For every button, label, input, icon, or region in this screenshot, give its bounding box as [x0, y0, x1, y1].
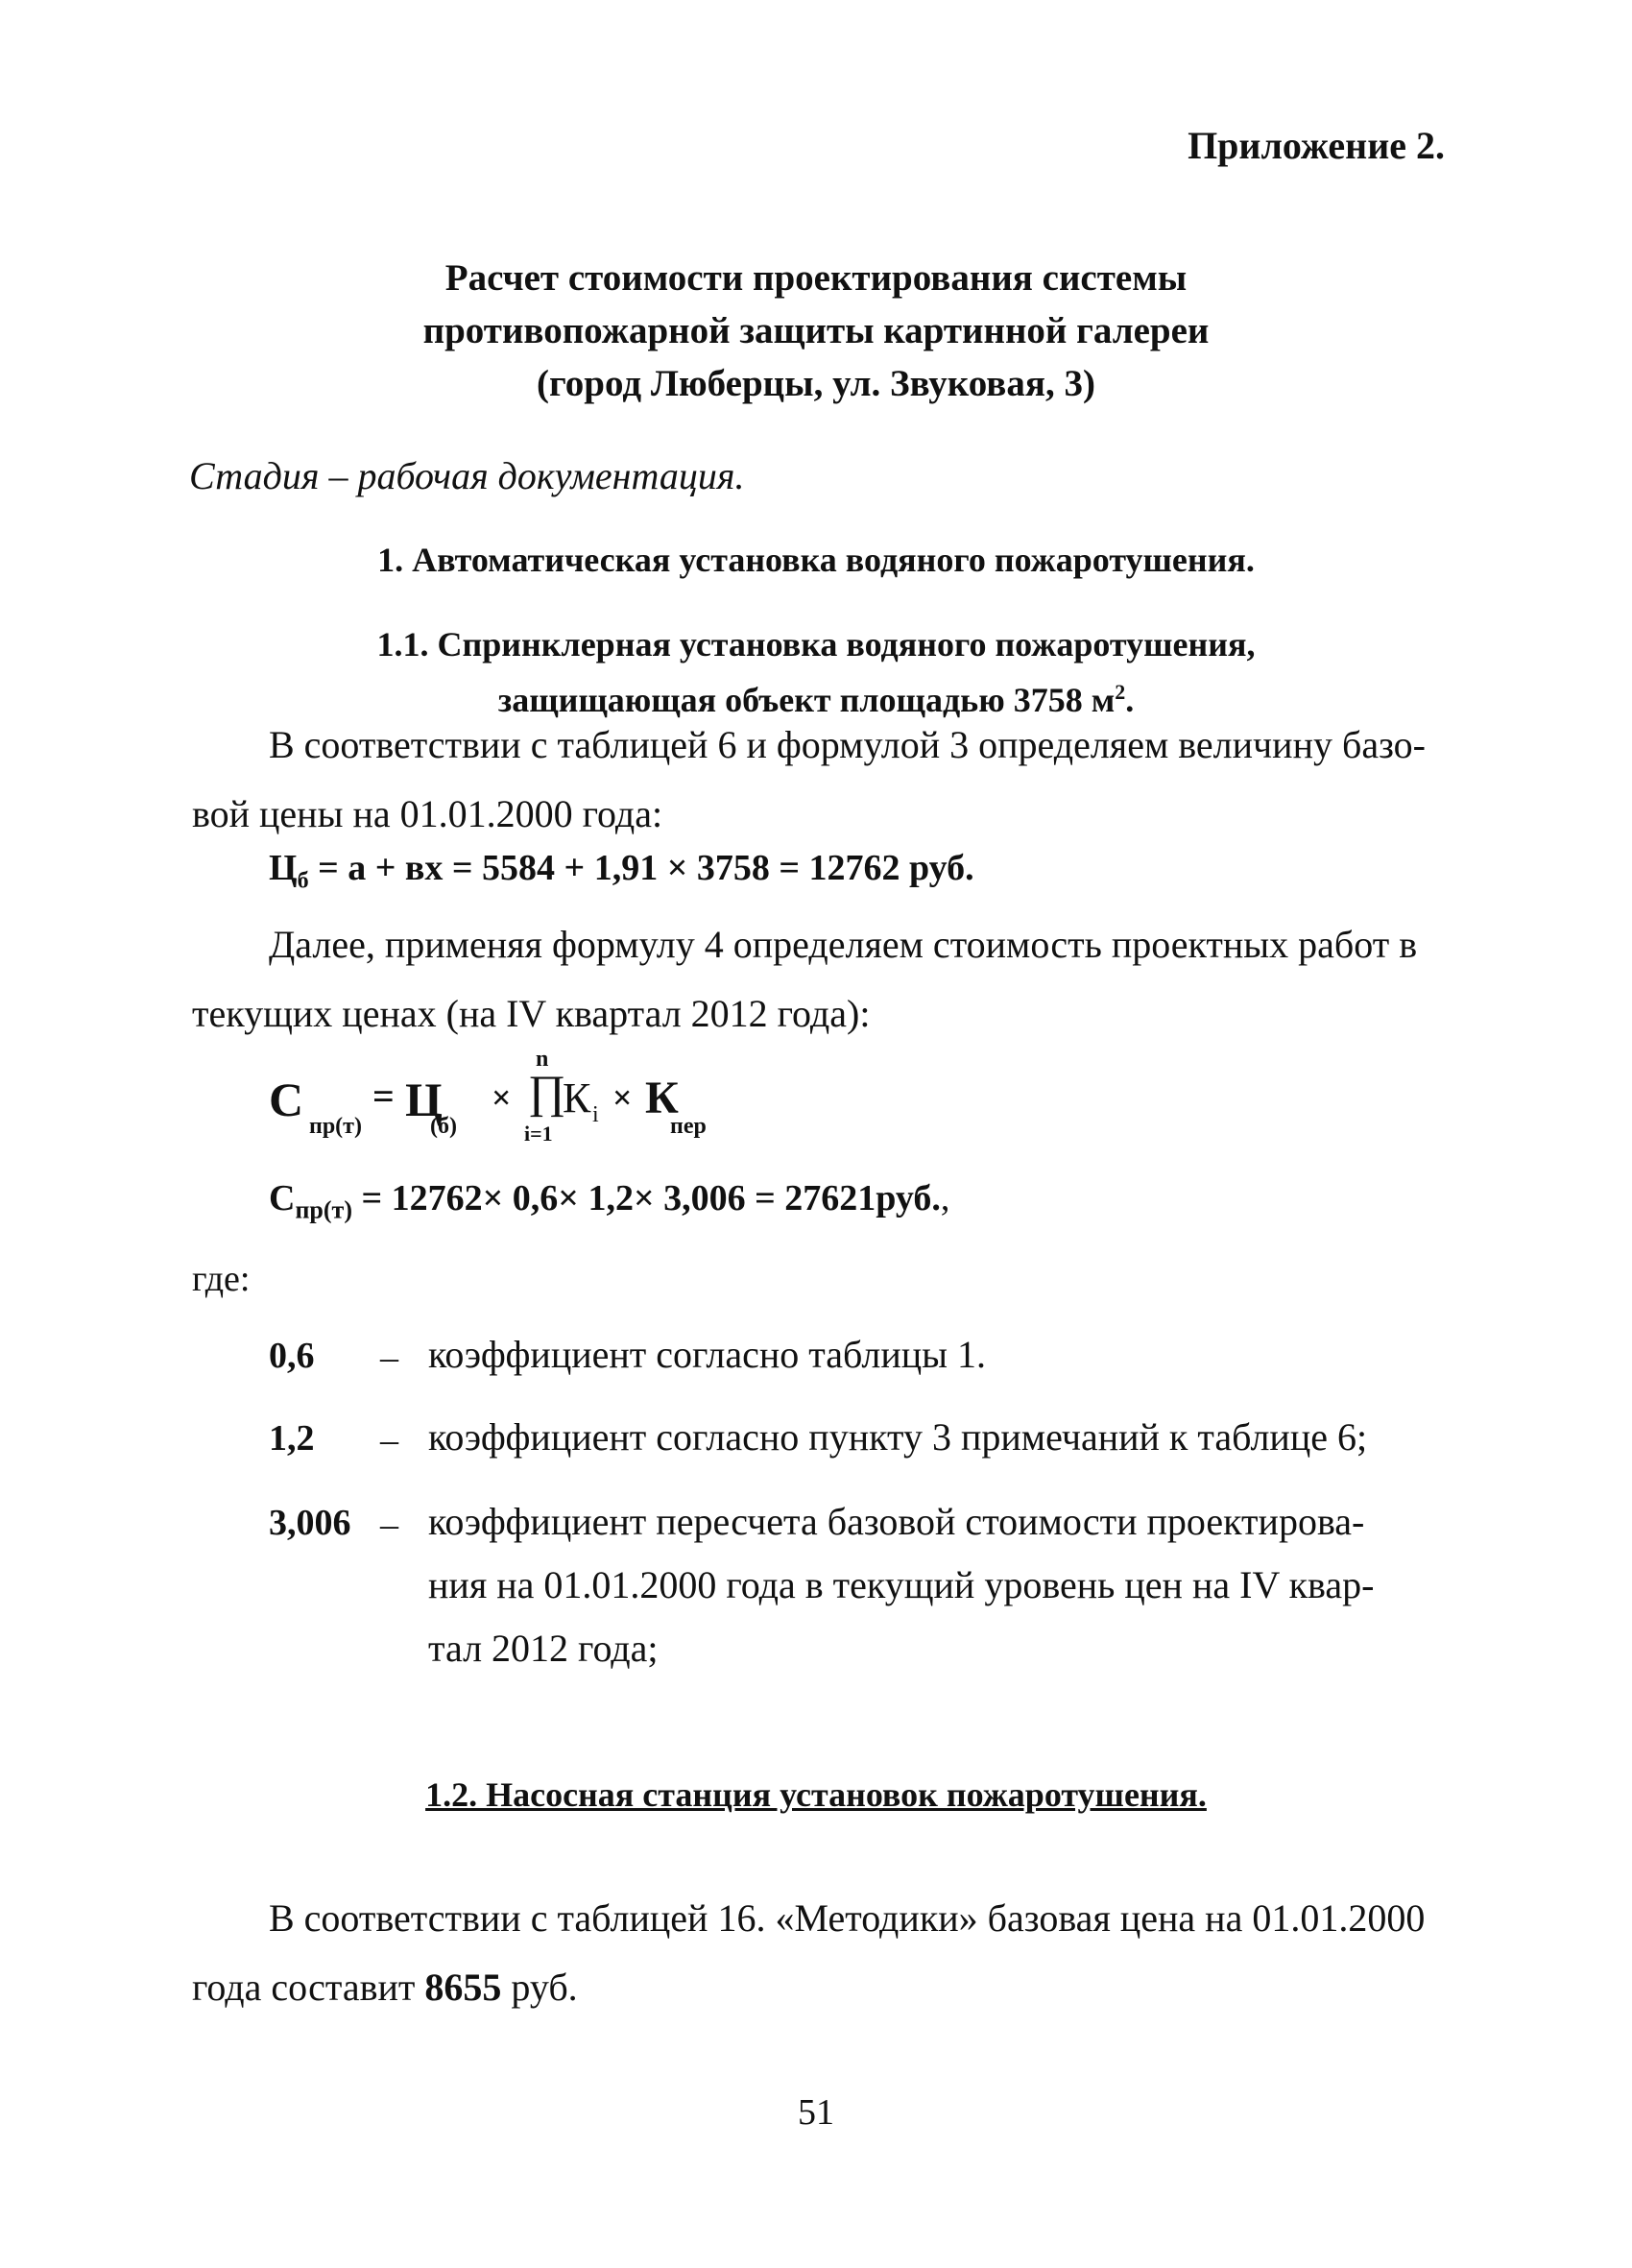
coef-dash: – — [380, 1505, 398, 1545]
coef-description: коэффициент согласно таблицы 1. — [428, 1333, 987, 1376]
calc-c-sub: пр(т) — [295, 1195, 352, 1224]
area-text-end: . — [1125, 681, 1135, 719]
section-1-1-heading — [0, 620, 1632, 724]
cost-calculation — [269, 1177, 949, 1225]
coef-description — [428, 1490, 1374, 1680]
paragraph-base-price-line-1: В соответствии с таблицей 6 и формулой 3 определяем величину базо- — [269, 723, 1426, 766]
document-title — [0, 252, 1632, 410]
formula-ts: Ц — [269, 848, 298, 888]
gf-k-sub: i — [592, 1102, 599, 1127]
formula-ts-sub: б — [297, 868, 309, 894]
coef-1-2 — [269, 1417, 315, 1460]
paragraph-base-price-line-2: вой цены на 01.01.2000 года: — [192, 792, 663, 835]
title-line-3: (город Люберцы, ул. Звуковая, 3) — [537, 363, 1095, 404]
paragraph-current-price-line-2: текущих ценах (на IV квартал 2012 года): — [192, 992, 871, 1035]
gf-c: С — [269, 1073, 304, 1126]
coef-dash: – — [380, 1420, 398, 1460]
paragraph-pump-station-line-2: года составит 8655 руб. — [192, 1966, 578, 2009]
coef-value: 0,6 — [269, 1336, 315, 1376]
paragraph-base-price — [192, 711, 1440, 849]
gf-ts: Ц — [405, 1073, 443, 1126]
page-number: 51 — [798, 2092, 834, 2133]
gf-times-1: × — [492, 1078, 512, 1117]
gf-prod-top: n — [536, 1047, 549, 1072]
gf-k-per-sub: пер — [670, 1114, 707, 1139]
title-line-1: Расчет стоимости проектирования системы — [444, 257, 1188, 299]
coef-description-line: ния на 01.01.2000 года в текущий уровень цен на IV квар- — [428, 1563, 1375, 1606]
calc-comma: , — [940, 1178, 950, 1218]
section-1-heading: 1. Автоматическая установка водяного пожаротушения. — [377, 541, 1255, 579]
gf-k-per: К — [645, 1073, 679, 1123]
stage-note: Стадия – рабочая документация. — [189, 454, 745, 497]
title-line-2: противопожарной защиты картинной галереи — [422, 310, 1210, 351]
area-text: защищающая объект площадью 3758 м — [497, 681, 1116, 719]
pump-station-price: 8655 — [424, 1966, 502, 2009]
area-unit-power: 2 — [1115, 680, 1126, 704]
coef-value: 3,006 — [269, 1503, 351, 1543]
coef-description: коэффициент согласно пункту 3 примечаний к таблице 6; — [428, 1415, 1368, 1459]
calc-c: С — [269, 1178, 296, 1218]
calc-expression: = 12762× 0,6× 1,2× 3,006 = 27621руб. — [351, 1178, 941, 1218]
gf-eq: = — [372, 1074, 395, 1118]
gf-c-sub: пр(т) — [309, 1114, 362, 1139]
coef-dash: – — [380, 1338, 398, 1378]
section-1-2-heading: 1.2. Насосная станция установок пожаротушения. — [425, 1775, 1207, 1814]
paragraph-current-price-line-1: Далее, применяя формулу 4 определяем стоимость проектных работ в — [269, 923, 1418, 966]
gf-prod-bottom: i=1 — [524, 1122, 553, 1146]
appendix-label: Приложение 2. — [1188, 124, 1445, 167]
where-label: где: — [192, 1259, 251, 1299]
base-price-formula — [269, 847, 974, 895]
coef-value: 1,2 — [269, 1418, 315, 1459]
paragraph-current-price — [192, 910, 1440, 1049]
gf-k: К — [563, 1074, 591, 1122]
section-1-1-heading-line-1: 1.1. Спринклерная установка водяного пожаротушения, — [376, 625, 1256, 664]
paragraph-pump-station-line-1: В соответствии с таблицей 16. «Методики» базовая цена на 01.01.2000 — [269, 1896, 1426, 1940]
coef-description-line: тал 2012 года; — [428, 1627, 659, 1670]
general-cost-formula — [269, 1047, 845, 1158]
gf-times-2: × — [612, 1078, 633, 1117]
coef-3-006 — [269, 1502, 351, 1544]
paragraph-pump-station — [192, 1884, 1440, 2022]
formula-expression: = а + вх = 5584 + 1,91 × 3758 = 12762 руб. — [308, 848, 974, 888]
gf-prod: ∏ — [528, 1067, 566, 1118]
gf-ts-sub: (б) — [430, 1114, 457, 1139]
coef-0-6 — [269, 1335, 315, 1377]
coef-description-line: коэффициент пересчета базовой стоимости проектирова- — [428, 1500, 1365, 1543]
